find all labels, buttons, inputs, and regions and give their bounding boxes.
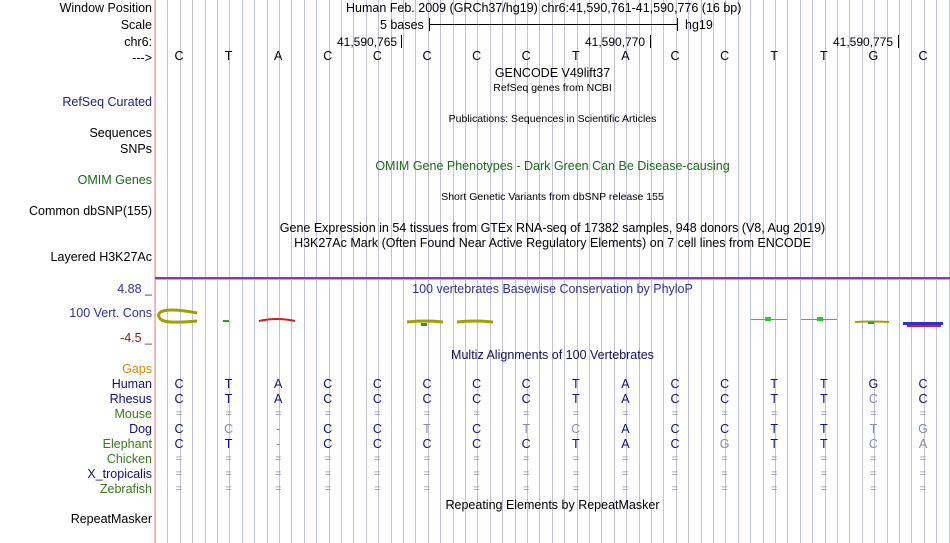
alignment-base: T xyxy=(770,422,778,436)
alignment-base: T xyxy=(571,437,580,451)
coord-tick-2 xyxy=(650,35,651,48)
h3k27ac-track-title[interactable]: H3K27Ac Mark (Often Found Near Active Regulatory Elements) on 7 cell lines from ENCODE xyxy=(294,236,811,250)
species-label-elephant[interactable]: Elephant xyxy=(102,437,152,451)
alignment-base: = xyxy=(572,468,580,480)
alignment-base: = xyxy=(870,483,877,495)
species-label-chicken[interactable]: Chicken xyxy=(106,452,152,466)
alignment-base: = xyxy=(919,453,927,465)
alignment-base: = xyxy=(473,453,480,465)
alignment-base: = xyxy=(324,483,332,495)
alignment-base: = xyxy=(820,408,828,420)
alignment-base: T xyxy=(224,377,233,391)
scale-db-text: hg19 xyxy=(685,18,713,32)
alignment-base: = xyxy=(671,408,679,420)
alignment-base: C xyxy=(720,377,730,391)
alignment-base: = xyxy=(622,408,629,420)
phylop-glyph-c xyxy=(159,310,197,322)
alignment-base: C xyxy=(521,392,531,406)
species-label-zebrafish[interactable]: Zebrafish xyxy=(99,482,152,496)
alignment-base: = xyxy=(870,408,877,420)
alignment-base: C xyxy=(372,437,382,451)
alignment-base: = xyxy=(820,453,828,465)
species-label-x_tropicalis[interactable]: X_tropicalis xyxy=(87,467,152,481)
chrom-label: chr6: xyxy=(124,35,152,49)
alignment-base: C xyxy=(670,422,680,436)
phylop-glyph-a xyxy=(259,319,295,321)
alignment-base: T xyxy=(819,422,828,436)
gtex-track-title[interactable]: Gene Expression in 54 tissues from GTEx RNA-seq of 17382 samples, 948 donors (V8, Aug 2019) xyxy=(279,221,826,235)
alignment-base: = xyxy=(622,483,629,495)
dbsnp-track-label[interactable]: Common dbSNP(155) xyxy=(29,204,152,218)
alignment-base: C xyxy=(174,377,184,391)
cons-min-label: -4.5 _ xyxy=(120,331,152,345)
base-sequence-row xyxy=(155,49,950,64)
alignment-base: = xyxy=(374,468,381,480)
alignment-base: = xyxy=(423,408,431,420)
alignment-base: C xyxy=(422,392,432,406)
alignment-base: T xyxy=(522,422,530,436)
alignment-base: = xyxy=(473,468,480,480)
alignment-base: C xyxy=(472,422,482,436)
track-image-area[interactable] xyxy=(155,0,950,543)
alignment-base: A xyxy=(918,437,928,451)
alignment-base: = xyxy=(274,483,282,495)
conserved-base-glyphs xyxy=(159,310,943,327)
base-letter: T xyxy=(819,49,828,63)
base-letter: C xyxy=(918,49,928,63)
alignment-base: C xyxy=(174,392,184,406)
alignment-base: = xyxy=(324,453,332,465)
base-letter: C xyxy=(372,49,382,63)
alignment-base: = xyxy=(175,483,183,495)
phylop-conservation-plot[interactable] xyxy=(155,305,950,335)
scale-label: Scale xyxy=(120,18,152,32)
coord-tick-1 xyxy=(401,35,402,48)
alignment-base: - xyxy=(276,437,281,451)
alignment-base: = xyxy=(522,408,530,420)
alignment-base: = xyxy=(374,483,381,495)
alignment-base: T xyxy=(869,422,878,436)
alignment-base: = xyxy=(770,408,778,420)
alignment-base: C xyxy=(224,422,234,436)
alignment-base: = xyxy=(870,468,877,480)
alignment-base: A xyxy=(274,392,283,406)
gencode-track-title[interactable]: GENCODE V49lift37 xyxy=(494,66,611,80)
alignment-base: = xyxy=(522,468,530,480)
alignment-base: = xyxy=(721,483,728,495)
alignment-base: C xyxy=(472,392,482,406)
alignment-base: = xyxy=(870,453,877,465)
publications-track-title[interactable]: Publications: Sequences in Scientific Articles xyxy=(448,113,657,125)
omim-track-label[interactable]: OMIM Genes xyxy=(77,173,152,187)
alignment-base: C xyxy=(323,437,333,451)
alignment-base: C xyxy=(720,392,730,406)
gaps-track-label[interactable]: Gaps xyxy=(122,362,152,376)
alignment-base: T xyxy=(819,437,828,451)
species-label-dog[interactable]: Dog xyxy=(129,422,152,436)
phylop-track-title[interactable]: 100 vertebrates Basewise Conservation by PhyloP xyxy=(412,282,693,296)
base-letter: C xyxy=(521,49,531,63)
alignment-base: A xyxy=(274,377,283,391)
species-label-rhesus[interactable]: Rhesus xyxy=(109,392,152,406)
alignment-base: T xyxy=(571,377,580,391)
refseq-track-subtitle: RefSeq genes from NCBI xyxy=(493,82,612,94)
coord-label-3: 41,590,775 xyxy=(833,35,894,49)
alignment-base: A xyxy=(621,422,630,436)
phylop-glyph-t3-line xyxy=(751,319,787,320)
alignment-base: A xyxy=(621,377,630,391)
alignment-base: = xyxy=(770,468,778,480)
alignment-base: = xyxy=(274,468,282,480)
alignment-base: = xyxy=(721,408,728,420)
base-letter: C xyxy=(472,49,482,63)
alignment-base: = xyxy=(572,453,580,465)
alignment-base: G xyxy=(719,437,730,451)
alignment-base: C xyxy=(323,422,333,436)
base-letter: T xyxy=(770,49,778,63)
alignment-base: = xyxy=(175,453,183,465)
coord-label-2: 41,590,770 xyxy=(585,35,646,49)
alignment-base: = xyxy=(622,468,629,480)
alignment-base: = xyxy=(473,408,480,420)
alignment-base: T xyxy=(571,392,580,406)
alignment-base: = xyxy=(374,453,381,465)
strand-arrow-label[interactable]: ---> xyxy=(132,51,152,65)
base-letter: C xyxy=(720,49,730,63)
snps-track-label[interactable]: SNPs xyxy=(120,142,152,156)
phylop-glyph-g-mark xyxy=(868,322,874,324)
alignment-base: C xyxy=(472,437,482,451)
base-letter: T xyxy=(224,49,233,63)
base-letter: C xyxy=(323,49,333,63)
alignment-base: C xyxy=(670,437,680,451)
alignment-base: = xyxy=(522,453,530,465)
alignment-base: C xyxy=(720,422,730,436)
alignment-base: = xyxy=(423,453,431,465)
alignment-base: = xyxy=(572,408,580,420)
alignment-base: C xyxy=(670,392,680,406)
alignment-base: = xyxy=(423,468,431,480)
phylop-glyph-t4-line xyxy=(801,319,837,320)
alignment-base: G xyxy=(868,377,879,391)
alignment-base: T xyxy=(819,377,828,391)
alignment-base: C xyxy=(868,437,878,451)
repeatmasker-track-title[interactable]: Repeating Elements by RepeatMasker xyxy=(445,498,660,512)
alignment-base: = xyxy=(522,483,530,495)
alignment-base: C xyxy=(323,392,333,406)
coord-tick-3 xyxy=(898,35,899,48)
alignment-base: = xyxy=(820,483,828,495)
alignment-base: C xyxy=(868,392,878,406)
alignment-base: T xyxy=(770,392,778,406)
alignment-base: T xyxy=(423,422,431,436)
scale-bar-line xyxy=(429,24,677,25)
alignment-base: = xyxy=(274,408,282,420)
alignment-base: = xyxy=(721,453,728,465)
phylop-glyph-t2 xyxy=(421,323,427,326)
scale-bar-right-tick xyxy=(677,18,678,31)
base-letter: A xyxy=(621,49,630,63)
alignment-base: = xyxy=(225,468,232,480)
alignment-base: C xyxy=(521,437,531,451)
phylop-glyph-c3 xyxy=(457,321,493,322)
alignment-base: C xyxy=(174,437,184,451)
alignment-base: = xyxy=(919,468,927,480)
alignment-base: = xyxy=(919,408,927,420)
alignment-base: = xyxy=(721,468,728,480)
alignment-base: = xyxy=(473,483,480,495)
alignment-base: = xyxy=(671,483,679,495)
alignment-base: = xyxy=(274,453,282,465)
phylop-glyph-c4-red xyxy=(907,325,941,327)
omim-track-title[interactable]: OMIM Gene Phenotypes - Dark Green Can Be Disease-causing xyxy=(375,159,730,173)
base-letter: C xyxy=(174,49,184,63)
cons-max-label: 4.88 _ xyxy=(117,282,152,296)
alignment-base: = xyxy=(324,408,332,420)
track-separator-shadow xyxy=(155,279,950,280)
phylop-glyph-g xyxy=(855,322,889,323)
alignment-base: = xyxy=(919,483,927,495)
alignment-base: C xyxy=(918,377,928,391)
alignment-base: C xyxy=(422,377,432,391)
alignment-base: C xyxy=(372,377,382,391)
alignment-base: = xyxy=(225,453,232,465)
alignment-base: C xyxy=(174,422,184,436)
alignment-base: = xyxy=(671,468,679,480)
sequences-track-label[interactable]: Sequences xyxy=(89,126,152,140)
alignment-base: = xyxy=(374,408,381,420)
alignment-base: T xyxy=(819,392,828,406)
alignment-base: = xyxy=(820,468,828,480)
alignment-base: = xyxy=(423,483,431,495)
alignment-base: C xyxy=(422,437,432,451)
alignment-base: C xyxy=(372,392,382,406)
alignment-base: A xyxy=(621,392,630,406)
phylop-glyph-c2 xyxy=(407,321,443,322)
alignment-base: = xyxy=(225,483,232,495)
alignment-base: = xyxy=(175,468,183,480)
alignment-base: = xyxy=(770,483,778,495)
phylop-glyph-c4 xyxy=(903,322,943,325)
alignment-base: C xyxy=(918,392,928,406)
alignment-base: = xyxy=(622,453,629,465)
coord-label-1: 41,590,765 xyxy=(337,35,398,49)
alignment-base: T xyxy=(770,437,778,451)
alignment-base: T xyxy=(770,377,778,391)
h3k27ac-track-label[interactable]: Layered H3K27Ac xyxy=(50,250,152,264)
base-letter: C xyxy=(422,49,432,63)
repeatmasker-track-label[interactable]: RepeatMasker xyxy=(70,512,152,526)
base-letter: G xyxy=(868,49,879,63)
alignment-base: = xyxy=(671,453,679,465)
alignment-base: C xyxy=(521,377,531,391)
alignment-base: = xyxy=(572,483,580,495)
alignment-base: - xyxy=(276,422,281,436)
dbsnp-track-title[interactable]: Short Genetic Variants from dbSNP release 155 xyxy=(441,191,664,203)
alignment-base: C xyxy=(571,422,581,436)
alignment-base: T xyxy=(224,392,233,406)
scale-text: 5 bases xyxy=(380,18,424,32)
base-letter: T xyxy=(571,49,580,63)
alignment-base: A xyxy=(621,437,630,451)
alignment-base: C xyxy=(472,377,482,391)
base-letter: C xyxy=(670,49,680,63)
alignment-base: G xyxy=(918,422,928,436)
alignment-base: C xyxy=(323,377,333,391)
alignment-base: = xyxy=(175,408,183,420)
alignment-base: T xyxy=(224,437,233,451)
window-position-label: Window Position xyxy=(59,1,152,15)
multiz-track-title[interactable]: Multiz Alignments of 100 Vertebrates xyxy=(451,348,654,362)
phylop-glyph-t xyxy=(223,320,229,322)
refseq-track-label[interactable]: RefSeq Curated xyxy=(62,95,152,109)
alignment-base: = xyxy=(324,468,332,480)
alignment-base: C xyxy=(372,422,382,436)
species-label-mouse[interactable]: Mouse xyxy=(114,407,152,421)
species-label-human[interactable]: Human xyxy=(111,377,152,391)
alignment-base: = xyxy=(225,408,232,420)
window-position-text: Human Feb. 2009 (GRCh37/hg19) chr6:41,590,761-41,590,776 (16 bp) xyxy=(346,1,742,15)
cons-track-label[interactable]: 100 Vert. Cons xyxy=(69,306,152,320)
base-letter: A xyxy=(274,49,283,63)
alignment-base: C xyxy=(670,377,680,391)
alignment-base: = xyxy=(770,453,778,465)
